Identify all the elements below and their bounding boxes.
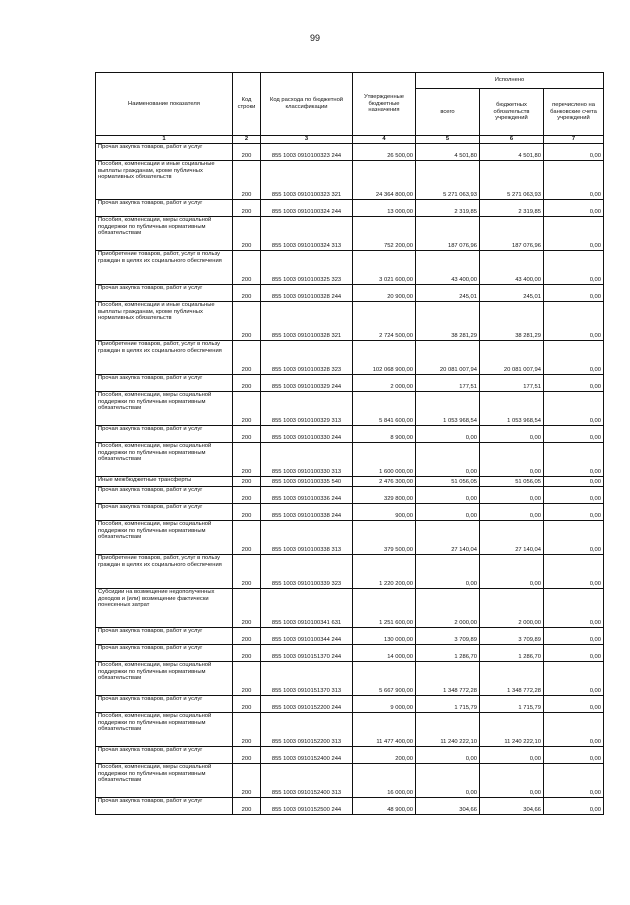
row-name-cell: Пособия, компенсации, меры социальной поддержки по публичным нормативным обязательствам — [96, 764, 233, 798]
row-transferred-cell: 0,00 — [544, 504, 604, 521]
row-name-cell: Прочая закупка товаров, работ и услуг — [96, 487, 233, 504]
row-obligations-cell: 177,51 — [480, 375, 544, 392]
row-line-code-cell: 200 — [233, 764, 261, 798]
budget-execution-table — [95, 72, 604, 815]
row-name-cell: Прочая закупка товаров, работ и услуг — [96, 645, 233, 662]
row-name-cell: Прочая закупка товаров, работ и услуг — [96, 628, 233, 645]
table-row — [96, 521, 604, 555]
row-line-code-cell: 200 — [233, 662, 261, 696]
table-row — [96, 477, 604, 487]
row-name-cell: Пособия, компенсации и иные социальные выплаты гражданам, кроме публичных нормативных обязательств — [96, 161, 233, 200]
table-row — [96, 747, 604, 764]
table-row — [96, 628, 604, 645]
row-obligations-cell: 20 081 007,94 — [480, 341, 544, 375]
row-line-code-cell: 200 — [233, 144, 261, 161]
row-obligations-cell: 4 501,80 — [480, 144, 544, 161]
row-approved-cell: 3 021 600,00 — [353, 251, 416, 285]
table-row — [96, 696, 604, 713]
header-total: всего — [416, 89, 480, 136]
row-name-cell: Прочая закупка товаров, работ и услуг — [96, 144, 233, 161]
row-expense-code-cell: 855 1003 0910100324 244 — [261, 200, 353, 217]
row-expense-code-cell: 855 1003 0910100336 244 — [261, 487, 353, 504]
row-approved-cell: 752 200,00 — [353, 217, 416, 251]
row-name-cell: Приобретение товаров, работ, услуг в пользу граждан в целях их социального обеспечения — [96, 251, 233, 285]
row-transferred-cell: 0,00 — [544, 217, 604, 251]
row-line-code-cell: 200 — [233, 161, 261, 200]
row-expense-code-cell: 855 1003 0910152200 244 — [261, 696, 353, 713]
row-expense-code-cell: 855 1003 0910100338 244 — [261, 504, 353, 521]
table-row — [96, 645, 604, 662]
row-expense-code-cell: 855 1003 0910100329 313 — [261, 392, 353, 426]
row-total-cell: 2 000,00 — [416, 589, 480, 628]
header-executed: Исполнено — [416, 73, 604, 89]
header-approved: Утвержденные бюджетные назначения — [353, 73, 416, 136]
table-row — [96, 662, 604, 696]
row-line-code-cell: 200 — [233, 285, 261, 302]
row-line-code-cell: 200 — [233, 392, 261, 426]
row-approved-cell: 11 477 400,00 — [353, 713, 416, 747]
row-total-cell: 3 709,89 — [416, 628, 480, 645]
row-expense-code-cell: 855 1003 0910100324 313 — [261, 217, 353, 251]
row-expense-code-cell: 855 1003 0910151370 244 — [261, 645, 353, 662]
row-obligations-cell: 1 715,79 — [480, 696, 544, 713]
row-transferred-cell: 0,00 — [544, 764, 604, 798]
row-obligations-cell: 43 400,00 — [480, 251, 544, 285]
row-approved-cell: 5 841 600,00 — [353, 392, 416, 426]
row-transferred-cell: 0,00 — [544, 628, 604, 645]
row-expense-code-cell: 855 1003 0910152400 313 — [261, 764, 353, 798]
row-obligations-cell: 1 053 968,54 — [480, 392, 544, 426]
row-obligations-cell: 0,00 — [480, 487, 544, 504]
row-approved-cell: 13 000,00 — [353, 200, 416, 217]
row-obligations-cell: 304,66 — [480, 798, 544, 815]
row-approved-cell: 26 500,00 — [353, 144, 416, 161]
table-row — [96, 487, 604, 504]
table-row — [96, 426, 604, 443]
row-approved-cell: 2 000,00 — [353, 375, 416, 392]
header-budget-obligations: бюджетных обязательств учреждений — [480, 89, 544, 136]
row-line-code-cell: 200 — [233, 645, 261, 662]
row-total-cell: 0,00 — [416, 764, 480, 798]
column-number: 2 — [233, 136, 261, 144]
row-name-cell: Пособия, компенсации, меры социальной поддержки по публичным нормативным обязательствам — [96, 392, 233, 426]
row-approved-cell: 130 000,00 — [353, 628, 416, 645]
row-obligations-cell: 3 709,89 — [480, 628, 544, 645]
row-transferred-cell: 0,00 — [544, 285, 604, 302]
row-total-cell: 0,00 — [416, 426, 480, 443]
row-expense-code-cell: 855 1003 0910100339 323 — [261, 555, 353, 589]
row-total-cell: 38 281,29 — [416, 302, 480, 341]
row-transferred-cell: 0,00 — [544, 555, 604, 589]
row-approved-cell: 1 600 000,00 — [353, 443, 416, 477]
row-line-code-cell: 200 — [233, 747, 261, 764]
table-row — [96, 341, 604, 375]
row-line-code-cell: 200 — [233, 443, 261, 477]
row-obligations-cell: 2 000,00 — [480, 589, 544, 628]
row-line-code-cell: 200 — [233, 302, 261, 341]
row-transferred-cell: 0,00 — [544, 443, 604, 477]
table-row — [96, 589, 604, 628]
row-name-cell: Пособия, компенсации, меры социальной поддержки по публичным нормативным обязательствам — [96, 713, 233, 747]
row-transferred-cell: 0,00 — [544, 713, 604, 747]
row-expense-code-cell: 855 1003 0910100341 631 — [261, 589, 353, 628]
row-obligations-cell: 5 271 063,93 — [480, 161, 544, 200]
table-row — [96, 504, 604, 521]
row-approved-cell: 102 068 900,00 — [353, 341, 416, 375]
row-approved-cell: 379 500,00 — [353, 521, 416, 555]
row-obligations-cell: 51 056,05 — [480, 477, 544, 487]
row-approved-cell: 8 900,00 — [353, 426, 416, 443]
row-name-cell: Приобретение товаров, работ, услуг в пользу граждан в целях их социального обеспечения — [96, 341, 233, 375]
row-line-code-cell: 200 — [233, 696, 261, 713]
row-line-code-cell: 200 — [233, 798, 261, 815]
row-expense-code-cell: 855 1003 0910100325 323 — [261, 251, 353, 285]
column-number: 4 — [353, 136, 416, 144]
row-total-cell: 304,66 — [416, 798, 480, 815]
row-expense-code-cell: 855 1003 0910100329 244 — [261, 375, 353, 392]
table-row — [96, 251, 604, 285]
table-row — [96, 302, 604, 341]
row-transferred-cell: 0,00 — [544, 375, 604, 392]
row-obligations-cell: 0,00 — [480, 764, 544, 798]
row-total-cell: 1 286,70 — [416, 645, 480, 662]
row-total-cell: 43 400,00 — [416, 251, 480, 285]
row-name-cell: Прочая закупка товаров, работ и услуг — [96, 504, 233, 521]
row-obligations-cell: 27 140,04 — [480, 521, 544, 555]
row-total-cell: 1 715,79 — [416, 696, 480, 713]
row-approved-cell: 329 800,00 — [353, 487, 416, 504]
table-row — [96, 161, 604, 200]
row-line-code-cell: 200 — [233, 521, 261, 555]
page-number: 99 — [309, 33, 320, 43]
row-total-cell: 11 240 222,10 — [416, 713, 480, 747]
table-row — [96, 392, 604, 426]
row-approved-cell: 2 724 500,00 — [353, 302, 416, 341]
row-total-cell: 1 053 968,54 — [416, 392, 480, 426]
table-row — [96, 285, 604, 302]
row-transferred-cell: 0,00 — [544, 251, 604, 285]
row-name-cell: Прочая закупка товаров, работ и услуг — [96, 696, 233, 713]
row-expense-code-cell: 855 1003 0910100328 323 — [261, 341, 353, 375]
row-total-cell: 27 140,04 — [416, 521, 480, 555]
header-expense-code: Код расхода по бюджетной классификации — [261, 73, 353, 136]
row-obligations-cell: 0,00 — [480, 555, 544, 589]
table-row — [96, 713, 604, 747]
row-name-cell: Пособия, компенсации и иные социальные выплаты гражданам, кроме публичных нормативных обязательств — [96, 302, 233, 341]
row-line-code-cell: 200 — [233, 251, 261, 285]
row-transferred-cell: 0,00 — [544, 747, 604, 764]
row-transferred-cell: 0,00 — [544, 487, 604, 504]
row-approved-cell: 200,00 — [353, 747, 416, 764]
table-row — [96, 144, 604, 161]
row-total-cell: 245,01 — [416, 285, 480, 302]
row-obligations-cell: 2 319,85 — [480, 200, 544, 217]
row-name-cell: Прочая закупка товаров, работ и услуг — [96, 200, 233, 217]
row-name-cell: Иные межбюджетные трансферты — [96, 477, 233, 487]
table-row — [96, 217, 604, 251]
row-line-code-cell: 200 — [233, 426, 261, 443]
row-line-code-cell: 200 — [233, 200, 261, 217]
row-total-cell: 5 271 063,93 — [416, 161, 480, 200]
row-name-cell: Пособия, компенсации, меры социальной поддержки по публичным нормативным обязательствам — [96, 443, 233, 477]
row-transferred-cell: 0,00 — [544, 521, 604, 555]
row-total-cell: 4 501,80 — [416, 144, 480, 161]
row-transferred-cell: 0,00 — [544, 302, 604, 341]
row-expense-code-cell: 855 1003 0910100330 313 — [261, 443, 353, 477]
row-obligations-cell: 1 286,70 — [480, 645, 544, 662]
row-obligations-cell: 0,00 — [480, 504, 544, 521]
row-transferred-cell: 0,00 — [544, 426, 604, 443]
row-name-cell: Пособия, компенсации, меры социальной поддержки по публичным нормативным обязательствам — [96, 521, 233, 555]
table-row — [96, 764, 604, 798]
row-total-cell: 2 319,85 — [416, 200, 480, 217]
column-number: 6 — [480, 136, 544, 144]
row-transferred-cell: 0,00 — [544, 200, 604, 217]
row-approved-cell: 14 000,00 — [353, 645, 416, 662]
header-line-code: Код строки — [233, 73, 261, 136]
row-approved-cell: 9 000,00 — [353, 696, 416, 713]
row-obligations-cell: 0,00 — [480, 443, 544, 477]
row-obligations-cell: 38 281,29 — [480, 302, 544, 341]
table-row — [96, 798, 604, 815]
row-obligations-cell: 11 240 222,10 — [480, 713, 544, 747]
header-name: Наименование показателя — [96, 73, 233, 136]
row-total-cell: 0,00 — [416, 443, 480, 477]
column-number-row — [96, 136, 604, 144]
row-name-cell: Пособия, компенсации, меры социальной поддержки по публичным нормативным обязательствам — [96, 662, 233, 696]
row-expense-code-cell: 855 1003 0910100338 313 — [261, 521, 353, 555]
row-line-code-cell: 200 — [233, 477, 261, 487]
row-transferred-cell: 0,00 — [544, 589, 604, 628]
row-line-code-cell: 200 — [233, 713, 261, 747]
row-obligations-cell: 0,00 — [480, 426, 544, 443]
row-obligations-cell: 1 348 772,28 — [480, 662, 544, 696]
row-line-code-cell: 200 — [233, 504, 261, 521]
row-expense-code-cell: 855 1003 0910100323 244 — [261, 144, 353, 161]
table-row — [96, 555, 604, 589]
table-row — [96, 200, 604, 217]
header-transferred: перечислено на банковские счета учреждений — [544, 89, 604, 136]
table-row — [96, 375, 604, 392]
row-name-cell: Прочая закупка товаров, работ и услуг — [96, 375, 233, 392]
row-expense-code-cell: 855 1003 0910100335 540 — [261, 477, 353, 487]
row-approved-cell: 20 900,00 — [353, 285, 416, 302]
row-line-code-cell: 200 — [233, 375, 261, 392]
column-number: 7 — [544, 136, 604, 144]
column-number: 5 — [416, 136, 480, 144]
column-number: 3 — [261, 136, 353, 144]
row-name-cell: Прочая закупка товаров, работ и услуг — [96, 426, 233, 443]
row-expense-code-cell: 855 1003 0910100330 244 — [261, 426, 353, 443]
row-name-cell: Прочая закупка товаров, работ и услуг — [96, 747, 233, 764]
row-approved-cell: 16 000,00 — [353, 764, 416, 798]
row-transferred-cell: 0,00 — [544, 662, 604, 696]
row-expense-code-cell: 855 1003 0910100344 244 — [261, 628, 353, 645]
row-total-cell: 0,00 — [416, 747, 480, 764]
row-approved-cell: 1 220 200,00 — [353, 555, 416, 589]
row-line-code-cell: 200 — [233, 628, 261, 645]
row-approved-cell: 900,00 — [353, 504, 416, 521]
row-transferred-cell: 0,00 — [544, 696, 604, 713]
row-name-cell: Прочая закупка товаров, работ и услуг — [96, 798, 233, 815]
row-expense-code-cell: 855 1003 0910152400 244 — [261, 747, 353, 764]
row-expense-code-cell: 855 1003 0910152200 313 — [261, 713, 353, 747]
row-approved-cell: 5 667 900,00 — [353, 662, 416, 696]
row-approved-cell: 24 364 800,00 — [353, 161, 416, 200]
row-transferred-cell: 0,00 — [544, 144, 604, 161]
row-line-code-cell: 200 — [233, 487, 261, 504]
row-total-cell: 0,00 — [416, 555, 480, 589]
row-total-cell: 51 056,05 — [416, 477, 480, 487]
row-line-code-cell: 200 — [233, 555, 261, 589]
table-body — [96, 136, 604, 815]
row-expense-code-cell: 855 1003 0910152500 244 — [261, 798, 353, 815]
row-line-code-cell: 200 — [233, 589, 261, 628]
row-total-cell: 0,00 — [416, 487, 480, 504]
row-name-cell: Субсидии на возмещение недополученных доходов и (или) возмещение фактически понесенных затрат — [96, 589, 233, 628]
table-row — [96, 443, 604, 477]
row-transferred-cell: 0,00 — [544, 341, 604, 375]
row-obligations-cell: 187 076,96 — [480, 217, 544, 251]
row-expense-code-cell: 855 1003 0910151370 313 — [261, 662, 353, 696]
row-transferred-cell: 0,00 — [544, 645, 604, 662]
row-total-cell: 0,00 — [416, 504, 480, 521]
row-transferred-cell: 0,00 — [544, 798, 604, 815]
row-transferred-cell: 0,00 — [544, 161, 604, 200]
row-line-code-cell: 200 — [233, 341, 261, 375]
row-transferred-cell: 0,00 — [544, 477, 604, 487]
row-total-cell: 1 348 772,28 — [416, 662, 480, 696]
row-obligations-cell: 0,00 — [480, 747, 544, 764]
row-transferred-cell: 0,00 — [544, 392, 604, 426]
row-approved-cell: 48 900,00 — [353, 798, 416, 815]
row-total-cell: 177,51 — [416, 375, 480, 392]
row-expense-code-cell: 855 1003 0910100328 321 — [261, 302, 353, 341]
row-total-cell: 187 076,96 — [416, 217, 480, 251]
row-approved-cell: 1 251 600,00 — [353, 589, 416, 628]
row-obligations-cell: 245,01 — [480, 285, 544, 302]
row-total-cell: 20 081 007,94 — [416, 341, 480, 375]
row-expense-code-cell: 855 1003 0910100328 244 — [261, 285, 353, 302]
row-name-cell: Приобретение товаров, работ, услуг в пользу граждан в целях их социального обеспечения — [96, 555, 233, 589]
row-name-cell: Прочая закупка товаров, работ и услуг — [96, 285, 233, 302]
column-number: 1 — [96, 136, 233, 144]
row-name-cell: Пособия, компенсации, меры социальной поддержки по публичным нормативным обязательствам — [96, 217, 233, 251]
row-approved-cell: 2 476 300,00 — [353, 477, 416, 487]
row-expense-code-cell: 855 1003 0910100323 321 — [261, 161, 353, 200]
row-line-code-cell: 200 — [233, 217, 261, 251]
